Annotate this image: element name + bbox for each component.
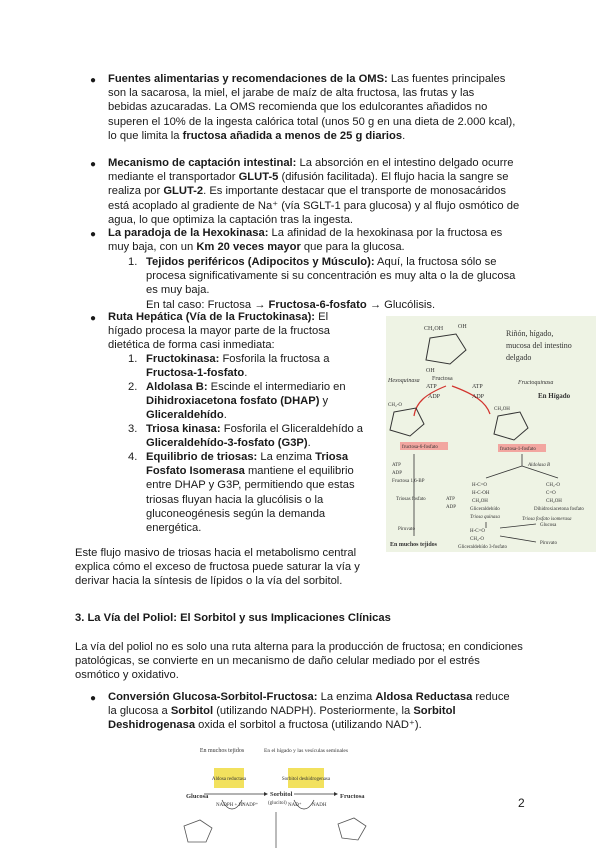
atp-label: ATP [426,384,437,390]
section-title: 3. La Vía del Poliol: El Sorbitol y sus Implicaciones Clínicas [75,612,391,624]
list-number: 1. [128,353,138,365]
bullet-fuentes [108,72,516,143]
bullet-text: El hígado procesa la mayor parte de la fructosa dietética de forma casi inmediata: [108,311,331,352]
svg-text:CH₂-O: CH₂-O [388,403,402,408]
sorbitol-sub-label: (glucitol) [268,801,287,806]
glucose-out-label: Glucosa [540,523,557,528]
bullet-emphasis: GLUT-2 [163,185,204,198]
glucose-ring [184,820,212,842]
list-number: 1. [128,256,138,268]
svg-text:CH₂-O: CH₂-O [470,537,484,542]
triose-kinase-label: Triosa quinasa [470,515,500,520]
bullet-emphasis: GLUT-5 [238,171,279,184]
pyruvate-left-label: Piruvato [398,527,415,532]
bullet-dot: ● [90,693,97,704]
sub-item-emphasis: Triosa Fosfato Isomerasa [146,451,349,478]
bullet-emphasis: Sorbitol [170,705,214,718]
sub-item-title: Aldolasa B: [146,381,208,393]
bisphosphate-label: Fructosa 1,6-BP [392,479,425,484]
in-tissues-label: En muchos tejidos [390,542,438,548]
section-heading [75,611,515,625]
glucose-label: Glucosa [186,793,209,800]
sub-item-title: Fructokinasa: [146,353,220,365]
sub-item-title: Tejidos periféricos (Adipocitos y Músculo): [146,256,375,268]
sub-item-emphasis: Gliceraldehído-3-fosfato (G3P) [146,437,308,450]
sub-item-triosa-kinasa [146,422,386,450]
atp-label: ATP [472,384,483,390]
bullet-text: (utilizando NADPH). Posteriormente, la [213,705,414,718]
adp-label: ADP [472,394,485,400]
sub-item-text: → Glucólisis. [366,298,436,311]
sub-item-text: Escinde el intermediario en [207,381,346,393]
atp-label: ATP [392,463,401,468]
triose-label: Triosas fosfato [396,497,426,502]
bullet-text: La absorción en el intestino delgado ocurre mediante el transportador [108,157,514,184]
pyruvate-right-label: Piruvato [540,541,557,546]
sub-item-text: . [307,437,311,450]
svg-text:H-C=O: H-C=O [472,483,488,488]
bullet-dot: ● [90,159,97,170]
corner-label-1: Riñón, hígado, [506,329,554,338]
sub-item-text: Fosforila la fructosa a [219,353,330,365]
bullet-text: Las fuentes principales son la sacarosa, la miel, el jarabe de maíz de alta fructosa, las frutas y las bebidas azucaradas. La OMS recomienda que los edulcorantes añadidos no superen el 10% de la ingesta calórica total (unos 50 g en una dieta de 2.000 kcal), lo que limita la [108,73,516,142]
paragraph-text: Este flujo masivo de triosas hacia el metabolismo central explica cómo el exceso de fructosa puede saturar la vía y derivar hacia la síntesis de lípidos o la vía del sorbitol. [75,547,360,588]
hexokinase-label: Hexoquinasa [388,378,420,384]
bullet-hexokinasa [108,226,520,254]
paragraph-text: La vía del poliol no es solo una ruta alterna para la producción de fructosa; en condiciones patológicas, se convierte en un mecanismo de daño celular mediado por el estrés osmótico y oxidativo. [75,641,523,682]
top-right-label: En el hígado y las vesículas seminales [263,748,349,754]
svg-text:H-C-OH: H-C-OH [472,491,490,496]
svg-text:CH₂OH: CH₂OH [424,326,444,332]
sub-item-text: . [223,409,227,422]
fructose-label: Fructosa [432,376,453,382]
adp-label: ADP [446,505,457,510]
sub-item-emphasis: Fructosa-1-fosfato [146,367,245,380]
bullet-title: Ruta Hepática (Vía de la Fructokinasa): [108,311,316,323]
bullet-text: oxida el sorbitol a fructosa (utilizando NAD⁺). [195,719,422,732]
bullet-text: . Es importante destacar que el transporte de monosacáridos está acoplado al gradiente de Na⁺ (vía SGLT-1 para glucosa) y al flujo osmótico de agua, lo que optimiza la captación tras la ingesta. [108,185,520,226]
bullet-text: La enzima [317,691,376,703]
bullet-conversion [108,690,520,733]
sub-item-text: En tal caso: Fructosa → [146,298,269,311]
svg-text:OH: OH [426,368,435,374]
bullet-dot: ● [90,229,97,240]
top-left-label: En muchos tejidos [199,748,245,754]
f6p-label: fructosa-6-fosfato [402,445,438,450]
flux-paragraph [75,546,365,589]
nadp-label: NADP⁺ [242,803,259,808]
svg-text:H-C=O: H-C=O [470,529,486,534]
isomerase-label: Triosa fosfato isomerasa [522,517,572,522]
polyol-pathway-figure [176,744,396,848]
bullet-text: La afinidad de la hexokinasa por la fructosa es muy baja, con un [108,227,503,254]
sub-item-emphasis: Gliceraldehído [146,409,224,422]
sub-item-text: La enzima [257,451,316,463]
bullet-text: (difusión facilitada). El flujo hacia la sangre se realiza por [108,171,509,198]
atp-label: ATP [446,497,455,502]
svg-text:C=O: C=O [546,491,556,496]
svg-text:CH₂OH: CH₂OH [472,499,488,504]
bullet-emphasis: Aldosa Reductasa [375,691,473,703]
enzyme2-label: Sorbitol deshidrogenasa [281,777,331,782]
svg-text:CH₂OH: CH₂OH [546,499,562,504]
fructose-label: Fructosa [340,793,365,800]
corner-label-2: mucosa del intestino [506,341,572,350]
sorbitol-label: Sorbitol [270,791,293,798]
nadph-label: NADPH + H⁺ [216,803,245,808]
bullet-title: Mecanismo de captación intestinal: [108,157,297,169]
sub-item-title: Triosa kinasa: [146,423,221,435]
bullet-title: La paradoja de la Hexokinasa: [108,227,269,239]
bullet-text: que para la glucosa. [300,241,405,254]
glyceraldehyde-label: Gliceraldehído [470,507,500,512]
bullet-dot: ● [90,75,97,86]
fructokinase-label: Fructoquinasa [518,380,554,386]
sub-item-text: Aquí, la fructosa sólo se procesa significativamente si su concentración es muy alta o la de glucosa es muy baja. [146,256,516,297]
bullet-emphasis: Sorbitol Deshidrogenasa [108,705,456,732]
svg-text:CH₂-O: CH₂-O [546,483,560,488]
bullet-emphasis: Km 20 veces mayor [196,241,301,254]
g3p-label: Gliceraldehído 3-fosfato [458,545,508,550]
bullet-text: . [402,129,406,142]
sub-item-text: Fosforila el Gliceraldehído a [220,423,364,435]
sub-item-equilibrio [146,450,378,535]
section-intro [75,640,525,683]
sub-item-tejidos [146,255,524,312]
corner-label-3: delgado [506,353,532,362]
adp-label: ADP [392,471,403,476]
dhap-label: Dihidroxiacetona fosfato [534,507,584,512]
sub-item-title: Equilibrio de triosas: [146,451,258,463]
bullet-dot: ● [90,313,97,324]
enzyme1-label: Aldosa reductasa [211,777,247,782]
in-liver-label: En Hígado [538,392,571,400]
list-number: 2. [128,381,138,393]
nad-label: NAD⁺ [288,803,302,808]
page-number: 2 [518,796,525,810]
bullet-ruta-hepatica [108,310,360,353]
svg-text:OH: OH [458,324,467,330]
fructose-metabolism-figure [386,316,596,552]
sub-item-text: y [319,395,329,408]
svg-text:CH₂OH: CH₂OH [494,407,510,412]
sub-item-emphasis: Dihidroxiacetona fosfato (DHAP) [146,395,320,408]
sub-item-fructokinasa [146,352,358,380]
bullet-emphasis: fructosa añadida a menos de 25 g diarios [182,129,403,142]
bullet-text: reduce la glucosa a [108,691,510,718]
bullet-title: Conversión Glucosa-Sorbitol-Fructosa: [108,691,318,703]
sub-item-aldolasa [146,380,386,423]
nadh-label: NADH [312,803,327,808]
adp-label: ADP [428,394,441,400]
list-number: 3. [128,423,138,435]
sub-item-text: mantiene el equilibrio entre DHAP y G3P, permitiendo que estas triosas fluyan hacia la glucólisis o la gluconeogénesis según la demanda energética. [146,465,355,535]
sub-item-text: . [244,367,248,380]
f1p-label: fructosa-1-fosfato [500,447,536,452]
fructose-ring [338,818,366,840]
sub-item-emphasis: Fructosa-6-fosfato [268,298,367,311]
list-number: 4. [128,451,138,463]
aldolase-label: Aldolasa B [528,463,551,468]
bullet-captacion [108,156,520,227]
bullet-title: Fuentes alimentarias y recomendaciones de la OMS: [108,73,388,85]
